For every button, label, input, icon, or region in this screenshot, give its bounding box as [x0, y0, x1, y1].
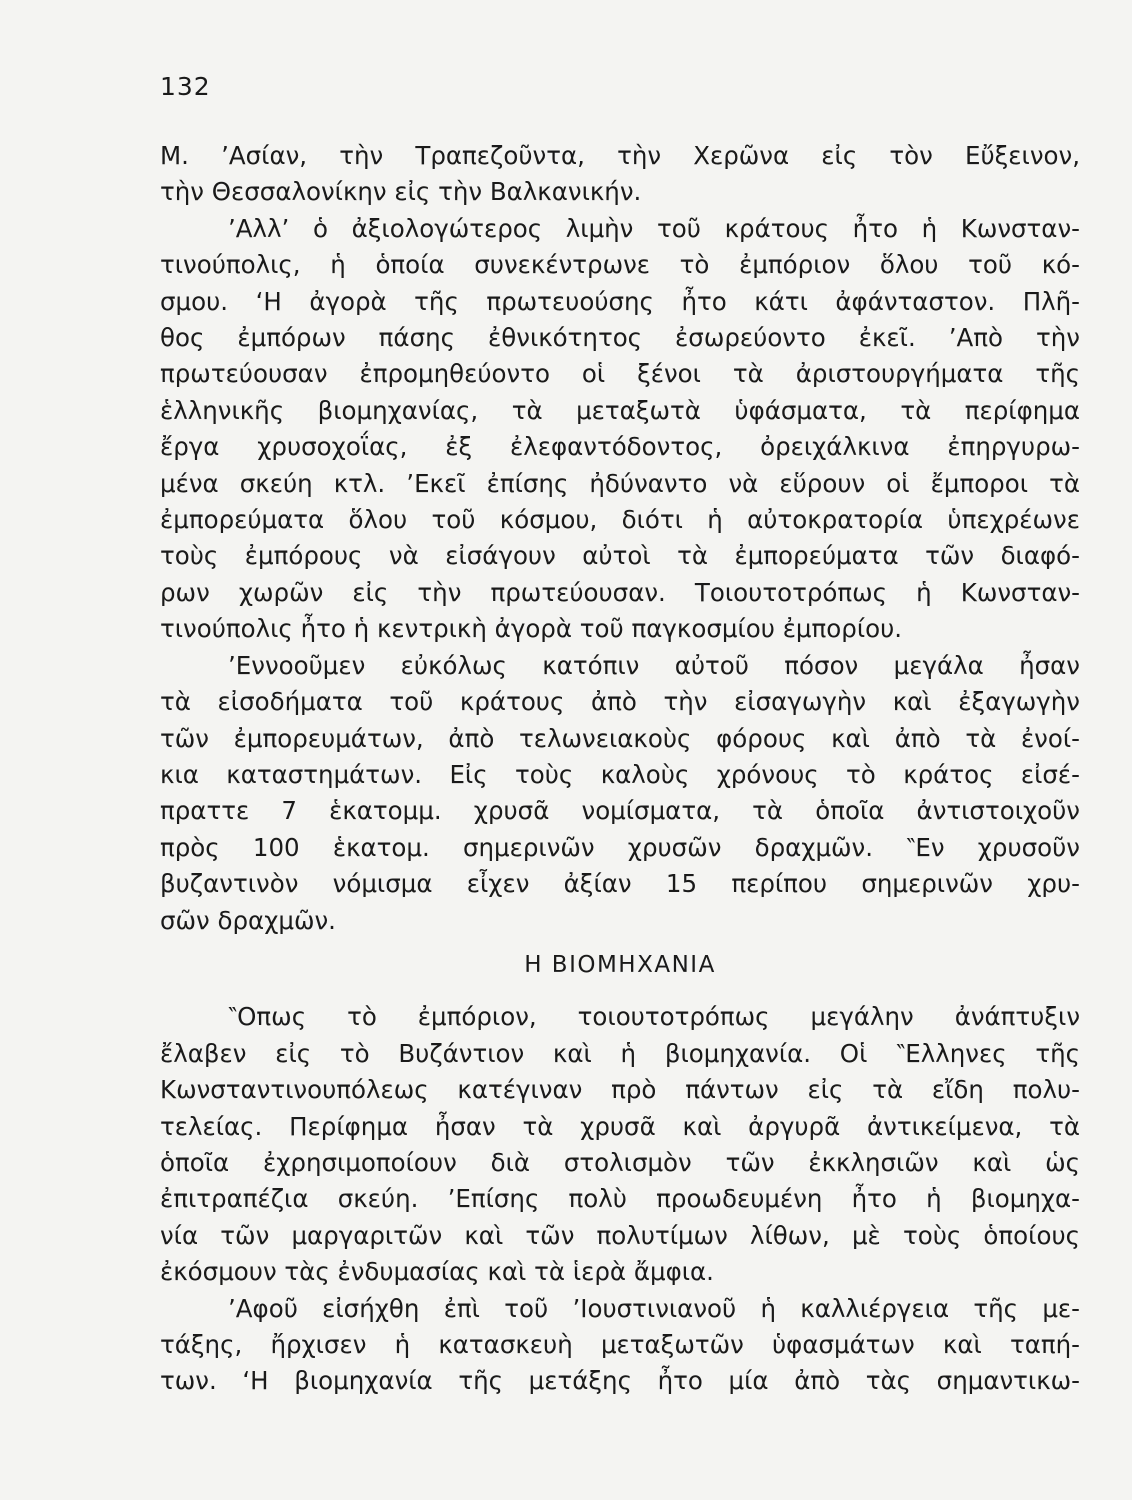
text-line: τὰ εἰσοδήματα τοῦ κράτους ἀπὸ τὴν εἰσαγωγὴν καὶ ἐξαγωγὴν: [160, 687, 1080, 717]
text-line: ἔλαβεν εἰς τὸ Βυζάντιον καὶ ἡ βιομηχανία. Οἱ ‶Ελληνες τῆς: [160, 1038, 1080, 1068]
text-line: ’Εννοοῦμεν εὐκόλως κατόπιν αὐτοῦ πόσον μεγάλα ἦσαν: [228, 650, 1080, 680]
paragraph: [160, 999, 1080, 1290]
text-line: ἐμπορεύματα ὅλου τοῦ κόσμου, διότι ἡ αὐτοκρατορία ὑπεχρέωνε: [160, 505, 1080, 535]
text-line: πρὸς 100 ἑκατομ. σημερινῶν χρυσῶν δραχμῶν. ‶Εν χρυσοῦν: [160, 832, 1080, 862]
text-line: ἔργα χρυσοχοΐας, ἐξ ἐλεφαντόδοντος, ὀρειχάλκινα ἐπηργυρω-: [160, 432, 1080, 462]
text-line: ‶Οπως τὸ ἐμπόριον, τοιουτοτρόπως μεγάλην ἀνάπτυξιν: [228, 1002, 1080, 1032]
text-line: μένα σκεύη κτλ. ’Εκεῖ ἐπίσης ἠδύναντο νὰ εὕρουν οἱ ἔμποροι τὰ: [160, 468, 1080, 498]
paragraph: [160, 211, 1080, 648]
paragraph: [160, 138, 1080, 211]
text-line: τάξης, ἤρχισεν ἡ κατασκευὴ μεταξωτῶν ὑφασμάτων καὶ ταπή-: [160, 1330, 1080, 1359]
text-line: των. ‘Η βιομηχανία τῆς μετάξης ἦτο μία ἀπὸ τὰς σημαντικω-: [160, 1366, 1080, 1396]
text-line: τελείας. Περίφημα ἦσαν τὰ χρυσᾶ καὶ ἀργυρᾶ ἀντικείμενα, τὰ: [160, 1111, 1080, 1141]
text-line: ’Αφοῦ εἰσήχθη ἐπὶ τοῦ ’Ιουστινιανοῦ ἡ καλλιέργεια τῆς με-: [228, 1293, 1080, 1323]
text-line: βυζαντινὸν νόμισμα εἶχεν ἀξίαν 15 περίπου σημερινῶν χρυ-: [160, 869, 1080, 899]
section-heading: Η ΒΙΟΜΗΧΑΝΙΑ: [524, 951, 716, 978]
text-line: Κωνσταντινουπόλεως κατέγιναν πρὸ πάντων εἰς τὰ εἴδη πολυ-: [160, 1075, 1080, 1105]
text-line: ρων χωρῶν εἰς τὴν πρωτεύουσαν. Τοιουτοτρόπως ἡ Κωνσταν-: [160, 577, 1080, 607]
text-line: πραττε 7 ἑκατομμ. χρυσᾶ νομίσματα, τὰ ὁποῖα ἀντιστοιχοῦν: [160, 796, 1080, 826]
text-line: πρωτεύουσαν ἐπρομηθεύοντο οἱ ξένοι τὰ ἀριστουργήματα τῆς: [160, 359, 1080, 389]
paragraph: [160, 648, 1080, 939]
text-line: σῶν δραχμῶν.: [160, 905, 336, 935]
text-line: Μ. ’Ασίαν, τὴν Τραπεζοῦντα, τὴν Χερῶνα εἰς τὸν Εὔξεινον,: [160, 141, 1080, 170]
text-line: τινούπολις, ἡ ὁποία συνεκέντρωνε τὸ ἐμπόριον ὅλου τοῦ κό-: [160, 250, 1080, 280]
text-line: ’Αλλ’ ὁ ἀξιολογώτερος λιμὴν τοῦ κράτους ἦτο ἡ Κωνσταν-: [228, 213, 1080, 243]
text-line: τινούπολις ἦτο ἡ κεντρικὴ ἀγορὰ τοῦ παγκοσμίου ἐμπορίου.: [160, 614, 903, 644]
page-number: 132: [160, 72, 211, 101]
text-line: ἑλληνικῆς βιομηχανίας, τὰ μεταξωτὰ ὑφάσματα, τὰ περίφημα: [160, 395, 1080, 425]
body-text: [160, 138, 1080, 1400]
text-line: τὴν Θεσσαλονίκην εἰς τὴν Βαλκανικήν.: [160, 177, 642, 207]
text-line: θος ἐμπόρων πάσης ἐθνικότητος ἐσωρεύοντο ἐκεῖ. ’Απὸ τὴν: [160, 323, 1080, 353]
text-line: ἐκόσμουν τὰς ἐνδυμασίας καὶ τὰ ἱερὰ ἄμφια.: [160, 1257, 714, 1287]
text-line: κια καταστημάτων. Εἰς τοὺς καλοὺς χρόνους τὸ κράτος εἰσέ-: [160, 759, 1080, 789]
paragraph: [160, 1291, 1080, 1400]
text-line: σμου. ‘Η ἀγορὰ τῆς πρωτευούσης ἦτο κάτι ἀφάνταστον. Πλῆ-: [160, 286, 1080, 316]
text-line: τῶν ἐμπορευμάτων, ἀπὸ τελωνειακοὺς φόρους καὶ ἀπὸ τὰ ἐνοί-: [160, 723, 1080, 753]
text-line: νία τῶν μαργαριτῶν καὶ τῶν πολυτίμων λίθων, μὲ τοὺς ὁποίους: [160, 1220, 1080, 1250]
text-line: ἐπιτραπέζια σκεύη. ’Επίσης πολὺ προωδευμένη ἦτο ἡ βιομηχα-: [160, 1184, 1080, 1214]
text-line: ὁποῖα ἐχρησιμοποίουν διὰ στολισμὸν τῶν ἐκκλησιῶν καὶ ὡς: [160, 1147, 1080, 1177]
text-line: τοὺς ἐμπόρους νὰ εἰσάγουν αὐτοὶ τὰ ἐμπορεύματα τῶν διαφό-: [160, 541, 1080, 571]
